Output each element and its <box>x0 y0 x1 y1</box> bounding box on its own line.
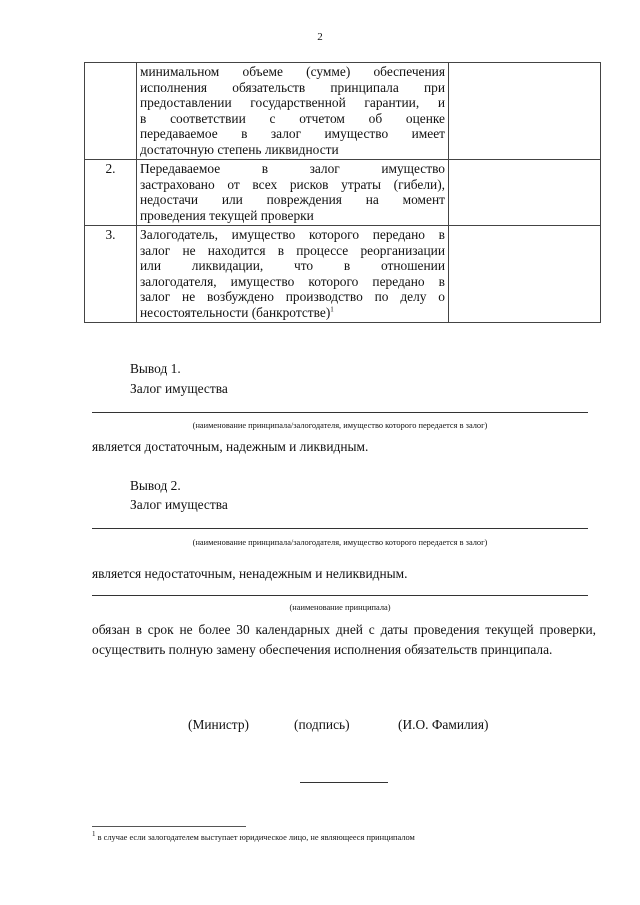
text-line: в соответствии с отчетом об оценке <box>140 110 445 126</box>
footnote <box>92 830 415 842</box>
text-line: минимальном объеме (сумме) обеспечения <box>140 64 445 79</box>
table-row <box>85 63 601 160</box>
principal-name-caption: (наименование принципала) <box>289 603 391 612</box>
signature-name: (И.О. Фамилия) <box>398 717 489 732</box>
row-description <box>137 160 449 226</box>
text-line: залог не находится в процессе реорганизации <box>140 242 445 258</box>
text-line: недостачи или повреждения на момент <box>140 192 445 207</box>
footnote-text: в случае если залогодателем выступает юридическое лицо, не являющееся принципалом <box>97 833 415 842</box>
row-description <box>137 63 449 160</box>
text-line: или ликвидации, что в отношении <box>140 258 445 273</box>
footnote-mark: 1 <box>92 830 96 839</box>
conclusion-2-heading: Вывод 2. <box>130 478 181 493</box>
fill-line-caption: (наименование принципала/залогодателя, имущество которого передается в залог) <box>192 421 488 430</box>
row-mark-cell[interactable] <box>449 226 601 323</box>
text-line-content: несостоятельности (банкротстве) <box>140 304 331 320</box>
conclusion-2-subject: Залог имущества <box>130 497 228 512</box>
footnote-separator <box>92 826 246 827</box>
text-line: проведения текущей проверки <box>140 207 314 223</box>
fill-line-caption: (наименование принципала/залогодателя, имущество которого передается в залог) <box>192 538 488 547</box>
signature-sign: (подпись) <box>294 717 350 732</box>
text-line: залог не возбуждено производство по делу о <box>140 289 445 304</box>
conclusion-2-result: является недостаточным, ненадежным и неликвидным. <box>92 566 408 581</box>
row-number <box>85 63 137 160</box>
row-description <box>137 226 449 323</box>
conclusion-1-heading: Вывод 1. <box>130 361 181 376</box>
principal-name-fill-line[interactable] <box>92 595 588 596</box>
text-line: передаваемое в залог имущество имеет <box>140 126 445 141</box>
text-line: исполнения обязательств принципала при <box>140 79 445 95</box>
page-number: 2 <box>317 31 323 43</box>
row-mark-cell[interactable] <box>449 63 601 160</box>
conclusion-1-result: является достаточным, надежным и ликвидным. <box>92 439 369 454</box>
text-line: застраховано от всех рисков утраты (гибели), <box>140 176 445 192</box>
bottom-separator-line <box>300 782 388 783</box>
text-line: Передаваемое в залог имущество <box>140 161 445 176</box>
text-line: Залогодатель, имущество которого передано в <box>140 227 445 242</box>
footnote-reference: 1 <box>330 305 334 314</box>
obligation-paragraph: обязан в срок не более 30 календарных дней с даты проведения текущей проверки, осуществить полную замену обеспечения исполнения обязательств принципала. <box>92 622 596 657</box>
text-line: предоставлении государственной гарантии, и <box>140 95 445 110</box>
row-mark-cell[interactable] <box>449 160 601 226</box>
principal-fill-line[interactable] <box>92 528 588 529</box>
principal-fill-line[interactable] <box>92 412 588 413</box>
row-number: 3. <box>85 226 137 323</box>
text-line <box>140 305 445 321</box>
conclusion-1-subject: Залог имущества <box>130 381 228 396</box>
table-row <box>85 160 601 226</box>
table-row <box>85 226 601 323</box>
text-line: достаточную степень ликвидности <box>140 141 339 157</box>
row-number: 2. <box>85 160 137 226</box>
signature-position: (Министр) <box>188 717 249 732</box>
checklist-table <box>84 62 601 323</box>
text-line: залогодателя, имущество которого передано в <box>140 273 445 289</box>
